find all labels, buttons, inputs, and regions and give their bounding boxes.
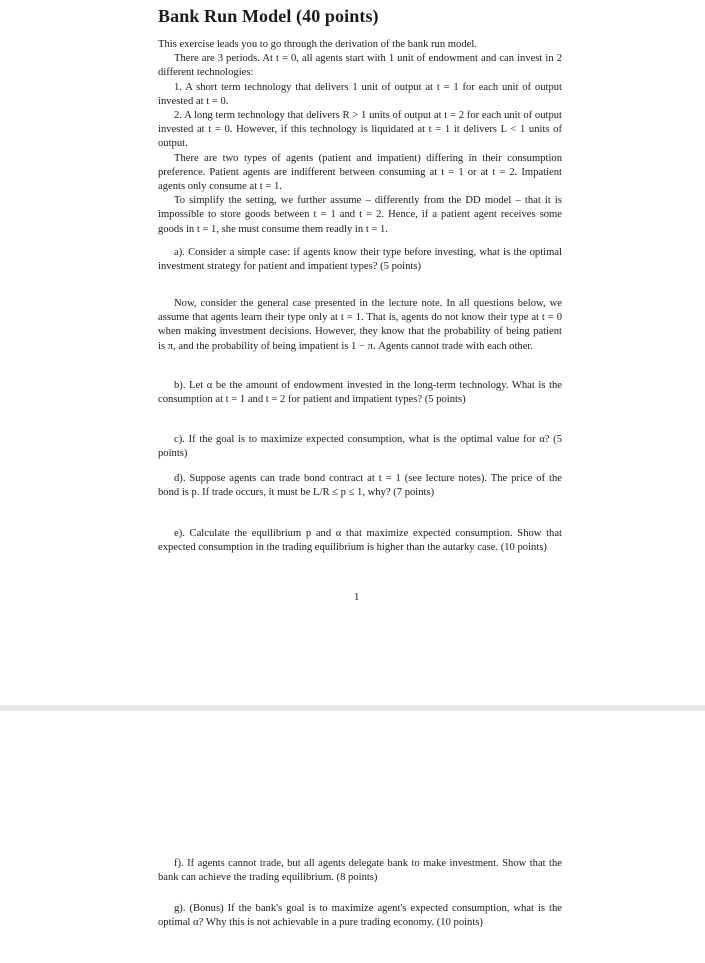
question-c: c). If the goal is to maximize expected consumption, what is the optimal value for α? (5 points) [158, 434, 562, 460]
question-e: e). Calculate the equilibrium p and α that maximize expected consumption. Show that expected consumption in the trading equilibrium is higher than the autarky case. (10 points) [158, 528, 562, 554]
intro-line: This exercise leads you to go through the derivation of the bank run model. [158, 39, 477, 50]
storage-assumption-paragraph: To simplify the setting, we further assume – differently from the DD model – that it is impossible to store goods between t = 1 and t = 2. Hence, if a patient agent receives some goods in t = 1, she must consume them readly in t = 1. [158, 195, 562, 235]
question-a: a). Consider a simple case: if agents know their type before investing, what is the optimal investment strategy for patient and impatient types? (5 points) [158, 247, 562, 273]
page-title: Bank Run Model (40 points) [158, 6, 379, 26]
agent-types-paragraph: There are two types of agents (patient and impatient) differing in their consumption preference. Patient agents are indifferent between consuming at t = 1 or at t = 2. Impatient agents only consume at t = 1. [158, 152, 562, 193]
long-term-technology: 2. A long term technology that delivers R > 1 units of output at t = 2 for each unit of output invested at t = 0. However, if this technology is liquidated at t = 1 it delivers L < 1 units of output. [158, 110, 562, 150]
page-2 [0, 711, 705, 963]
question-f: f). If agents cannot trade, but all agents delegate bank to make investment. Show that the bank can achieve the trading equilibrium. (8 points) [158, 858, 562, 884]
question-d: d). Suppose agents can trade bond contract at t = 1 (see lecture notes). The price of the bond is p. If trade occurs, it must be L/R ≤ p ≤ 1, why? (7 points) [158, 473, 562, 499]
periods-paragraph: There are 3 periods. At t = 0, all agents start with 1 unit of endowment and can invest in 2 different technologies: [158, 53, 562, 79]
question-b: b). Let α be the amount of endowment invested in the long-term technology. What is the consumption at t = 1 and t = 2 for patient and impatient types? (5 points) [158, 380, 562, 406]
short-term-technology: 1. A short term technology that delivers 1 unit of output at t = 1 for each unit of output invested at t = 0. [158, 81, 562, 107]
question-g: g). (Bonus) If the bank's goal is to maximize agent's expected consumption, what is the optimal α? Why this is not achievable in a pure trading economy. (10 points) [158, 903, 562, 929]
general-case-paragraph: Now, consider the general case presented in the lecture note. In all questions below, we assume that agents learn their type only at t = 1. That is, agents do not know their type at t = 0 when making investment decisions. However, they know that the probability of being patient is π, and the probability of being impatient is 1 − π. Agents cannot trade with each other. [158, 298, 562, 352]
intro-section [158, 38, 562, 237]
page-number: 1 [354, 592, 360, 603]
